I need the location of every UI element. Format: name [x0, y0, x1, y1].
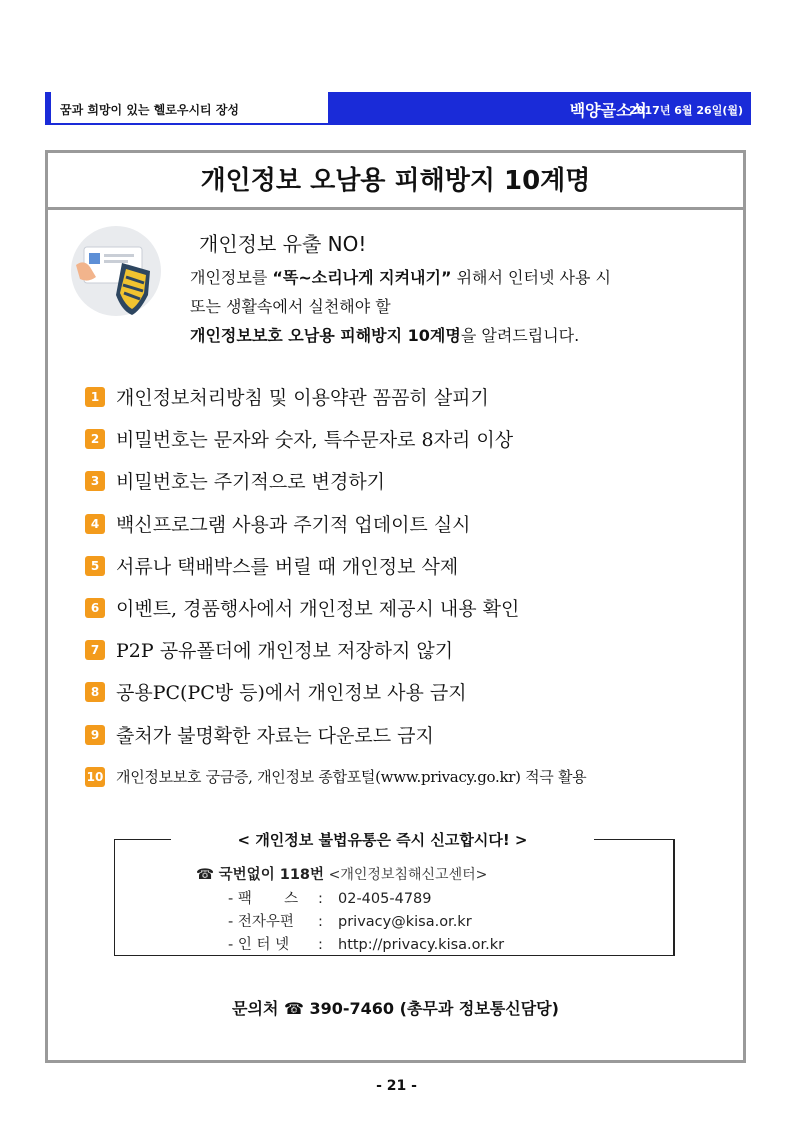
tip-text: 비밀번호는 문자와 숫자, 특수문자로 8자리 이상: [116, 429, 514, 452]
report-box: [114, 839, 675, 956]
tip-text: 백신프로그램 사용과 주기적 업데이트 실시: [116, 513, 471, 536]
publication-name: 백양골소식: [569, 101, 647, 120]
header-underline: [51, 123, 751, 125]
intro-line3-post: 을 알려드립니다.: [460, 326, 580, 345]
tip-number-badge: 5: [85, 556, 105, 576]
fax-label: - 팩 스: [228, 891, 299, 907]
page-number: - 21 -: [376, 1078, 417, 1094]
intro-line1-bold: “똑~소리나게 지켜내기”: [272, 268, 452, 287]
intro-line2: 또는 생활속에서 실천해야 할: [190, 297, 391, 316]
page-header: [45, 92, 751, 125]
privacy-shield-icon: [70, 225, 162, 317]
contact-info: 문의처 ☎ 390-7460 (총무과 정보통신담당): [232, 999, 559, 1018]
tip-text: 개인정보보호 궁금증, 개인정보 종합포털(www.privacy.go.kr) 적극 활용: [116, 767, 587, 786]
tip-text: 서류나 택배박스를 버릴 때 개인정보 삭제: [116, 555, 459, 578]
report-phone-label: 국번없이 118번: [218, 867, 325, 883]
web-label: - 인 터 넷: [228, 937, 290, 953]
fax-separator: :: [318, 891, 323, 907]
publication-date: 2017년 6월 26일(월): [629, 104, 743, 117]
report-fax-row: [228, 887, 432, 908]
intro-line1-post: 위해서 인터넷 사용 시: [451, 268, 611, 287]
web-url[interactable]: http://privacy.kisa.or.kr: [338, 937, 505, 953]
tip-text: 공용PC(PC방 등)에서 개인정보 사용 금지: [116, 682, 467, 705]
tip-number-badge: 3: [85, 471, 105, 491]
tip-number-badge: 4: [85, 514, 105, 534]
header-accent-bar: [45, 92, 51, 125]
email-separator: :: [318, 914, 323, 930]
report-title-text: < 개인정보 불법유통은 즉시 신고합시다! >: [237, 831, 528, 849]
report-email-row: [228, 910, 472, 931]
article-title: 개인정보 오남용 피해방지 10계명: [48, 153, 743, 210]
intro-heading: 개인정보 유출 NO!: [199, 232, 367, 256]
web-separator: :: [318, 937, 323, 953]
tip-number-badge: 6: [85, 598, 105, 618]
intro-line3-bold: 개인정보보호 오남용 피해방지 10계명: [190, 326, 461, 345]
article-frame: [45, 150, 746, 1063]
intro-line1-pre: 개인정보를: [190, 268, 273, 287]
email-label: - 전자우편: [228, 914, 294, 930]
tip-text: 개인정보처리방침 및 이용약관 꼼꼼히 살피기: [116, 387, 489, 409]
tip-number-badge: 1: [85, 387, 105, 407]
tip-number-badge: 7: [85, 640, 105, 660]
report-phone-line: [196, 863, 487, 884]
telephone-icon: ☎: [196, 867, 215, 883]
tip-number-badge: 9: [85, 725, 105, 745]
tip-number-badge: 10: [85, 767, 105, 787]
intro-text: [190, 263, 720, 350]
tip-text: 출처가 불명확한 자료는 다운로드 금지: [116, 724, 434, 747]
report-center-name: <개인정보침해신고센터>: [328, 867, 488, 883]
report-web-row: [228, 933, 504, 954]
tip-text: P2P 공유폴더에 개인정보 저장하지 않기: [116, 640, 454, 663]
fax-value: 02-405-4789: [338, 891, 432, 907]
header-banner: [328, 92, 751, 125]
tip-text: 이벤트, 경품행사에서 개인정보 제공시 내용 확인: [116, 597, 520, 620]
tip-number-badge: 8: [85, 682, 105, 702]
tip-text: 비밀번호는 주기적으로 변경하기: [116, 471, 386, 494]
email-value[interactable]: privacy@kisa.or.kr: [338, 914, 472, 930]
header-slogan: 꿈과 희망이 있는 헬로우시티 장성: [60, 103, 240, 117]
tip-number-badge: 2: [85, 429, 105, 449]
